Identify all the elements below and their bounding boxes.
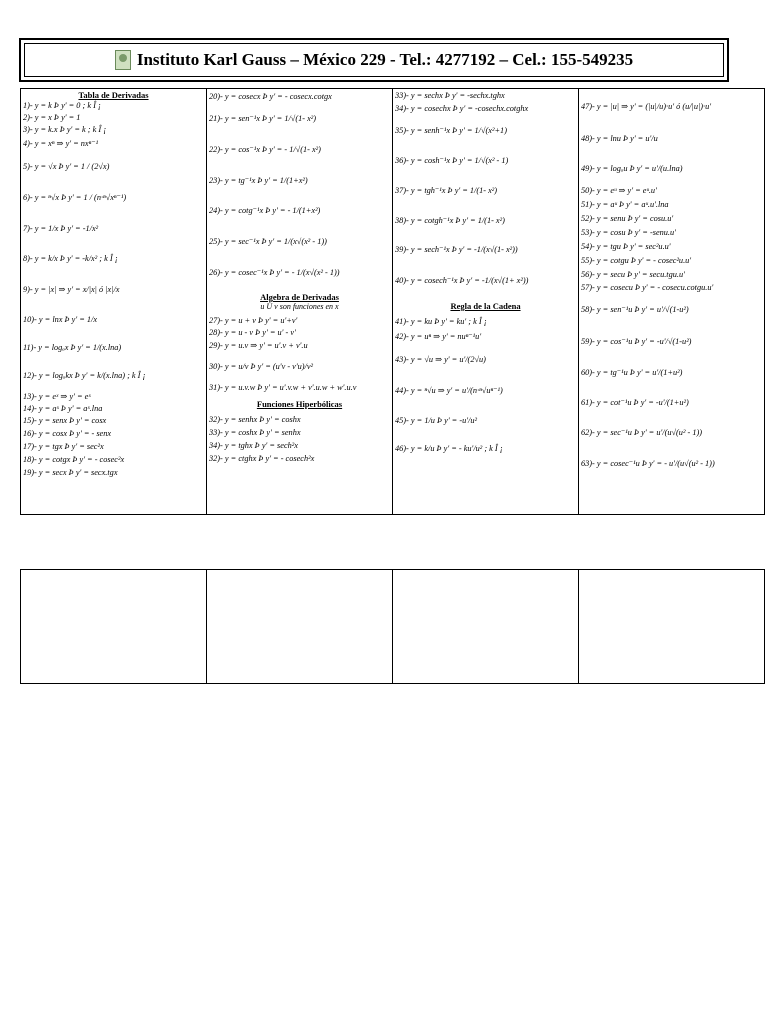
section-note: u Ù v son funciones en x <box>260 302 339 311</box>
formula-item: 5)- y = √x Þ y' = 1 / (2√x) <box>23 162 110 171</box>
section-heading: Tabla de Derivadas <box>78 90 149 100</box>
formula-item: 17)- y = tgx Þ y' = sec²x <box>23 442 104 451</box>
formula-item: 46)- y = k/u Þ y' = - ku'/u² ; k Î ¡ <box>395 444 504 453</box>
empty-cell <box>21 570 207 684</box>
formula-item: 54)- y = tgu Þ y' = sec²u.u' <box>581 242 671 251</box>
column-2 <box>207 89 393 515</box>
formula-item: 50)- y = eᵘ ⇒ y' = eᵘ.u' <box>581 186 657 195</box>
formula-item: 14)- y = aˣ Þ y' = aˣ.lna <box>23 404 103 413</box>
formula-item: 20)- y = cosecx Þ y' = - cosecx.cotgx <box>209 92 332 101</box>
formula-item: 39)- y = sech⁻¹x Þ y' = -1/(x√(1- x²)) <box>395 245 518 254</box>
formula-item: 18)- y = cotgx Þ y' = - cosec²x <box>23 455 125 464</box>
formula-item: 40)- y = cosech⁻¹x Þ y' = -1/(x√(1+ x²)) <box>395 276 529 285</box>
formula-item: 61)- y = cot⁻¹u Þ y' = -u'/(1+u²) <box>581 398 689 407</box>
formula-item: 35)- y = senh⁻¹x Þ y' = 1/√(x²+1) <box>395 126 507 135</box>
formula-item: 62)- y = sec⁻¹u Þ y' = u'/(u√(u² - 1)) <box>581 428 703 437</box>
formula-item: 49)- y = logₐu Þ y' = u'/(u.lna) <box>581 164 683 173</box>
empty-cell <box>393 570 579 684</box>
formula-item: 6)- y = ⁿ√x Þ y' = 1 / (n·ⁿ√xⁿ⁻¹) <box>23 193 127 202</box>
formula-item: 1)- y = k Þ y' = 0 ; k Î ¡ <box>23 101 102 110</box>
formula-item: 34)- y = tghx Þ y' = sech²x <box>209 441 298 450</box>
section-heading: Algebra de Derivadas <box>260 292 339 302</box>
formula-item: 36)- y = cosh⁻¹x Þ y' = 1/√(x² - 1) <box>395 156 509 165</box>
formula-item: 44)- y = ⁿ√u ⇒ y' = u'/(n·ⁿ√uⁿ⁻¹) <box>395 386 503 395</box>
formula-item: 53)- y = cosu Þ y' = -senu.u' <box>581 228 676 237</box>
formula-item: 58)- y = sen⁻¹u Þ y' = u'/√(1-u²) <box>581 305 689 314</box>
formula-item: 13)- y = eˣ ⇒ y' = eˣ <box>23 392 91 401</box>
column-1 <box>21 89 207 515</box>
formula-item: 38)- y = cotgh⁻¹x Þ y' = 1/(1- x²) <box>395 216 505 225</box>
formula-item: 31)- y = u.v.w Þ y' = u'.v.w + v'.u.w + w'.u.v <box>209 383 357 392</box>
formula-item: 47)- y = |u| ⇒ y' = (|u|/u)·u' ó (u/|u|)·u' <box>581 102 712 111</box>
formula-item: 4)- y = xⁿ ⇒ y' = nxⁿ⁻¹ <box>23 139 99 148</box>
formula-item: 11)- y = logₐx Þ y' = 1/(x.lna) <box>23 343 122 352</box>
portrait-icon <box>115 50 131 70</box>
formula-item: 63)- y = cosec⁻¹u Þ y' = - u'/(u√(u² - 1)) <box>581 459 715 468</box>
column-4 <box>579 89 765 515</box>
formula-item: 30)- y = u/v Þ y' = (u'v - v'u)/v² <box>209 362 314 371</box>
formula-item: 8)- y = k/x Þ y' = -k/x² ; k Î ¡ <box>23 254 118 263</box>
formula-item: 37)- y = tgh⁻¹x Þ y' = 1/(1- x²) <box>395 186 498 195</box>
empty-cell <box>207 570 393 684</box>
section-heading: Funciones Hiperbólicas <box>256 399 343 409</box>
formula-item: 7)- y = 1/x Þ y' = -1/x² <box>23 224 99 233</box>
formula-item: 9)- y = |x| ⇒ y' = x/|x| ó |x|/x <box>23 285 120 294</box>
formula-item: 34)- y = cosechx Þ y' = -cosechx.cotghx <box>395 104 529 113</box>
formula-item: 22)- y = cos⁻¹x Þ y' = - 1/√(1- x²) <box>209 145 321 154</box>
formula-item: 55)- y = cotgu Þ y' = - cosec²u.u' <box>581 256 692 265</box>
formula-item: 51)- y = aᵘ Þ y' = aᵘ.u'.lna <box>581 200 669 209</box>
formula-item: 15)- y = senx Þ y' = cosx <box>23 416 107 425</box>
formula-item: 12)- y = logₐkx Þ y' = k/(x.lna) ; k Î ¡ <box>23 371 146 380</box>
empty-table <box>20 569 765 684</box>
formula-item: 52)- y = senu Þ y' = cosu.u' <box>581 214 674 223</box>
formula-item: 43)- y = √u ⇒ y' = u'/(2√u) <box>395 355 486 364</box>
formula-item: 28)- y = u - v Þ y' = u' - v' <box>209 328 296 337</box>
formula-item: 56)- y = secu Þ y' = secu.tgu.u' <box>581 270 685 279</box>
formula-item: 3)- y = k.x Þ y' = k ; k Î ¡ <box>23 125 107 134</box>
formula-item: 59)- y = cos⁻¹u Þ y' = -u'/√(1-u²) <box>581 337 692 346</box>
formula-item: 48)- y = lnu Þ y' = u'/u <box>581 134 658 143</box>
header-title: Instituto Karl Gauss – México 229 - Tel.: 4277192 – Cel.: 155-549235 <box>136 50 634 69</box>
formula-item: 45)- y = 1/u Þ y' = -u'/u² <box>395 416 477 425</box>
derivatives-table <box>20 88 765 515</box>
formula-item: 33)- y = coshx Þ y' = senhx <box>209 428 301 437</box>
empty-cell <box>579 570 765 684</box>
formula-item: 23)- y = tg⁻¹x Þ y' = 1/(1+x²) <box>209 176 308 185</box>
formula-item: 41)- y = ku Þ y' = ku' ; k Î ¡ <box>395 317 487 326</box>
formula-item: 60)- y = tg⁻¹u Þ y' = u'/(1+u²) <box>581 368 683 377</box>
formula-item: 16)- y = cosx Þ y' = - senx <box>23 429 112 438</box>
formula-item: 19)- y = secx Þ y' = secx.tgx <box>23 468 118 477</box>
formula-item: 25)- y = sec⁻¹x Þ y' = 1/(x√(x² - 1)) <box>209 237 327 246</box>
formula-item: 21)- y = sen⁻¹x Þ y' = 1/√(1- x²) <box>209 114 317 123</box>
formula-item: 2)- y = x Þ y' = 1 <box>23 113 81 122</box>
formula-item: 57)- y = cosecu Þ y' = - cosecu.cotgu.u' <box>581 283 714 292</box>
column-3 <box>393 89 579 515</box>
formula-item: 26)- y = cosec⁻¹x Þ y' = - 1/(x√(x² - 1)) <box>209 268 340 277</box>
formula-item: 29)- y = u.v ⇒ y' = u'.v + v'.u <box>209 341 308 350</box>
formula-item: 27)- y = u + v Þ y' = u'+v' <box>209 316 298 325</box>
section-heading: Regla de la Cadena <box>450 301 521 311</box>
formula-item: 32)- y = ctghx Þ y' = - cosech²x <box>209 454 315 463</box>
formula-item: 24)- y = cotg⁻¹x Þ y' = - 1/(1+x²) <box>209 206 321 215</box>
formula-item: 32)- y = senhx Þ y' = coshx <box>209 415 301 424</box>
formula-item: 33)- y = sechx Þ y' = -sechx.tghx <box>395 91 505 100</box>
formula-item: 10)- y = lnx Þ y' = 1/x <box>23 315 98 324</box>
formula-item: 42)- y = uⁿ ⇒ y' = nuⁿ⁻¹u' <box>395 332 482 341</box>
header-inner-frame <box>24 43 724 77</box>
header-banner <box>19 38 729 82</box>
